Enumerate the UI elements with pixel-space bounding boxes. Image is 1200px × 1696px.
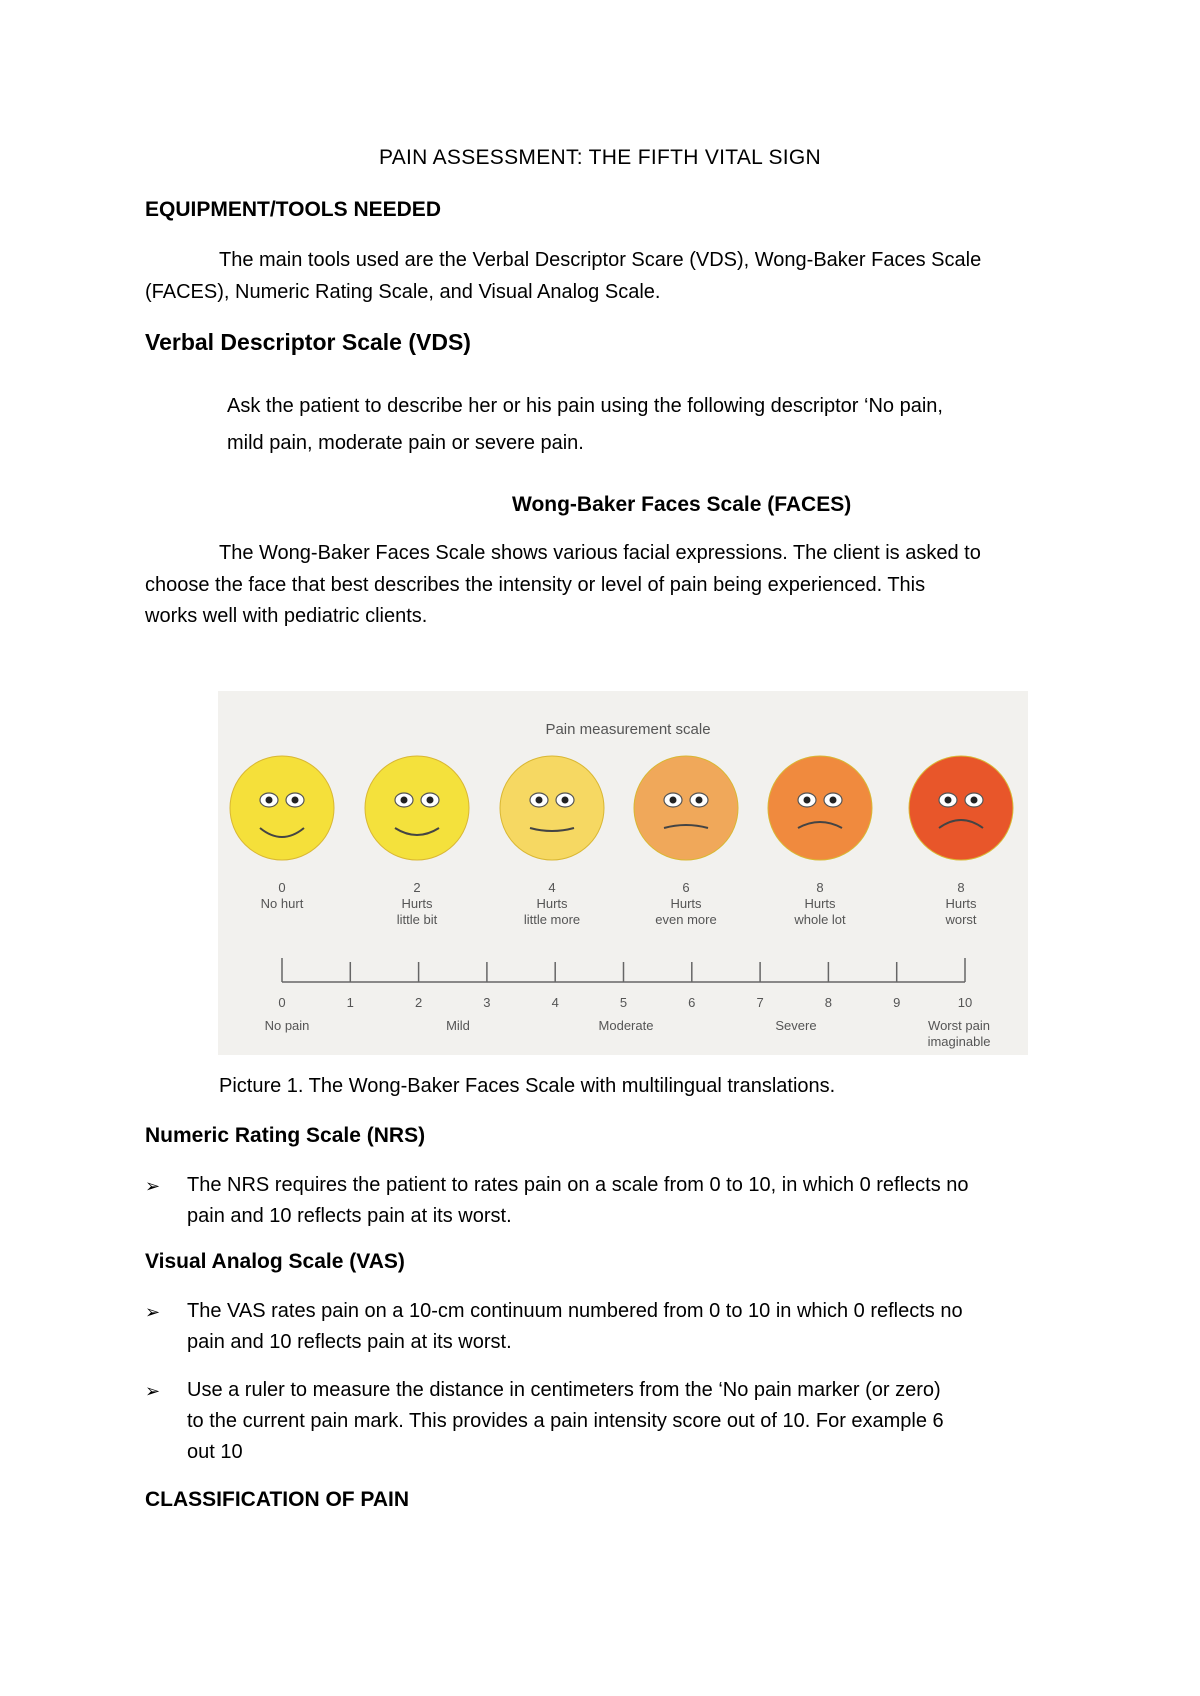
face-5-pupil: [971, 797, 978, 804]
face-0-circle: [230, 756, 334, 860]
figure-caption: Picture 1. The Wong-Baker Faces Scale with multilingual translations.: [219, 1075, 836, 1097]
face-2-label-line1: Hurts: [536, 896, 568, 911]
face-1-label-line1: Hurts: [401, 896, 433, 911]
face-2-number: 4: [548, 880, 556, 895]
bullet-arrow-icon: ➢: [145, 1176, 161, 1196]
face-5-circle: [909, 756, 1013, 860]
face-0-label-line1: No hurt: [260, 896, 304, 911]
equipment-heading: EQUIPMENT/TOOLS NEEDED: [145, 198, 441, 221]
face-5-pupil: [945, 797, 952, 804]
face-4-label-line2: whole lot: [794, 912, 846, 927]
face-1: [365, 756, 469, 860]
tick-label-0: 0: [278, 995, 286, 1010]
scale-label-severe: Severe: [775, 1018, 817, 1033]
equipment-paragraph-line1: The main tools used are the Verbal Descriptor Scare (VDS), Wong-Baker Faces Scale: [219, 249, 982, 271]
face-3: [634, 756, 738, 860]
tick-label-8: 8: [824, 995, 833, 1010]
face-2-pupil: [536, 797, 543, 804]
face-1-label-line2: little bit: [396, 912, 438, 927]
face-1-pupil: [401, 797, 408, 804]
tick-label-4: 4: [551, 995, 559, 1010]
nrs-heading: Numeric Rating Scale (NRS): [145, 1124, 426, 1147]
face-4: [768, 756, 872, 860]
nrs-bullet-line1: The NRS requires the patient to rates pain on a scale from 0 to 10, in which 0 reflects no: [187, 1174, 969, 1196]
tick-label-10: 10: [957, 995, 973, 1010]
scale-label-moderate: Moderate: [598, 1018, 654, 1033]
face-4-number: 8: [816, 880, 824, 895]
faces-paragraph-line1: The Wong-Baker Faces Scale shows various facial expressions. The client is asked to: [219, 542, 981, 564]
face-2-pupil: [562, 797, 569, 804]
faces-paragraph-line2: choose the face that best describes the intensity or level of pain being experienced. This: [145, 574, 926, 596]
face-2: [500, 756, 604, 860]
face-5-number: 8: [957, 880, 965, 895]
tick-label-1: 1: [346, 995, 354, 1010]
nrs-bullet-line2: pain and 10 reflects pain at its worst.: [187, 1205, 512, 1227]
vas-bullet2-line2: to the current pain mark. This provides a pain intensity score out of 10. For example 6: [187, 1410, 944, 1432]
scale-ticks: [282, 958, 965, 982]
face-4-circle: [768, 756, 872, 860]
vas-bullet2-line3: out 10: [187, 1441, 243, 1463]
document-title: PAIN ASSESSMENT: THE FIFTH VITAL SIGN: [378, 146, 822, 169]
pain-scale-figure: [218, 691, 1028, 1055]
bullet-arrow-icon: ➢: [145, 1302, 161, 1322]
face-3-number: 6: [682, 880, 690, 895]
figure-heading: Pain measurement scale: [545, 721, 711, 738]
tick-label-7: 7: [756, 995, 764, 1010]
scale-label-no-pain: No pain: [264, 1018, 310, 1033]
face-3-pupil: [670, 797, 677, 804]
vas-bullet1-line1: The VAS rates pain on a 10-cm continuum numbered from 0 to 10 in which 0 reflects no: [187, 1300, 963, 1322]
vds-paragraph-line2: mild pain, moderate pain or severe pain.: [227, 432, 584, 454]
scale-label-imaginable: imaginable: [927, 1034, 991, 1049]
classification-heading: CLASSIFICATION OF PAIN: [145, 1488, 410, 1511]
vas-bullet1-line2: pain and 10 reflects pain at its worst.: [187, 1331, 512, 1353]
tick-label-9: 9: [893, 995, 901, 1010]
pain-scale-graphic: [218, 691, 1028, 1055]
bullet-arrow-icon: ➢: [145, 1381, 161, 1401]
vds-heading: Verbal Descriptor Scale (VDS): [145, 329, 471, 355]
face-3-pupil: [696, 797, 703, 804]
face-5-label-line2: worst: [945, 912, 977, 927]
face-0-pupil: [266, 797, 273, 804]
scale-label-mild: Mild: [446, 1018, 470, 1033]
tick-label-2: 2: [414, 995, 423, 1010]
vas-heading: Visual Analog Scale (VAS): [145, 1250, 405, 1273]
equipment-paragraph-line2: (FACES), Numeric Rating Scale, and Visual Analog Scale.: [145, 281, 661, 303]
face-4-pupil: [830, 797, 837, 804]
face-2-circle: [500, 756, 604, 860]
face-5-label-line1: Hurts: [945, 896, 977, 911]
faces-row: [230, 756, 1013, 860]
vas-bullet2-line1: Use a ruler to measure the distance in centimeters from the ‘No pain marker (or zero): [187, 1379, 941, 1401]
face-0: [230, 756, 334, 860]
face-0-pupil: [292, 797, 299, 804]
face-1-pupil: [427, 797, 434, 804]
face-0-number: 0: [278, 880, 286, 895]
face-1-number: 2: [413, 880, 421, 895]
face-5: [909, 756, 1013, 860]
face-labels: [261, 880, 977, 927]
scale-label-worst-pain: Worst pain: [928, 1018, 990, 1033]
tick-label-3: 3: [483, 995, 491, 1010]
scale-tick-labels: [278, 995, 972, 1010]
tick-label-6: 6: [688, 995, 696, 1010]
face-3-label-line2: even more: [655, 912, 717, 927]
faces-paragraph-line3: works well with pediatric clients.: [145, 605, 428, 627]
tick-label-5: 5: [619, 995, 628, 1010]
vds-paragraph-line1: Ask the patient to describe her or his pain using the following descriptor ‘No pain,: [227, 395, 943, 417]
faces-heading: Wong-Baker Faces Scale (FACES): [512, 493, 852, 516]
face-2-label-line2: little more: [523, 912, 581, 927]
face-4-pupil: [804, 797, 811, 804]
face-4-label-line1: Hurts: [804, 896, 836, 911]
face-1-circle: [365, 756, 469, 860]
face-3-label-line1: Hurts: [670, 896, 702, 911]
face-3-circle: [634, 756, 738, 860]
